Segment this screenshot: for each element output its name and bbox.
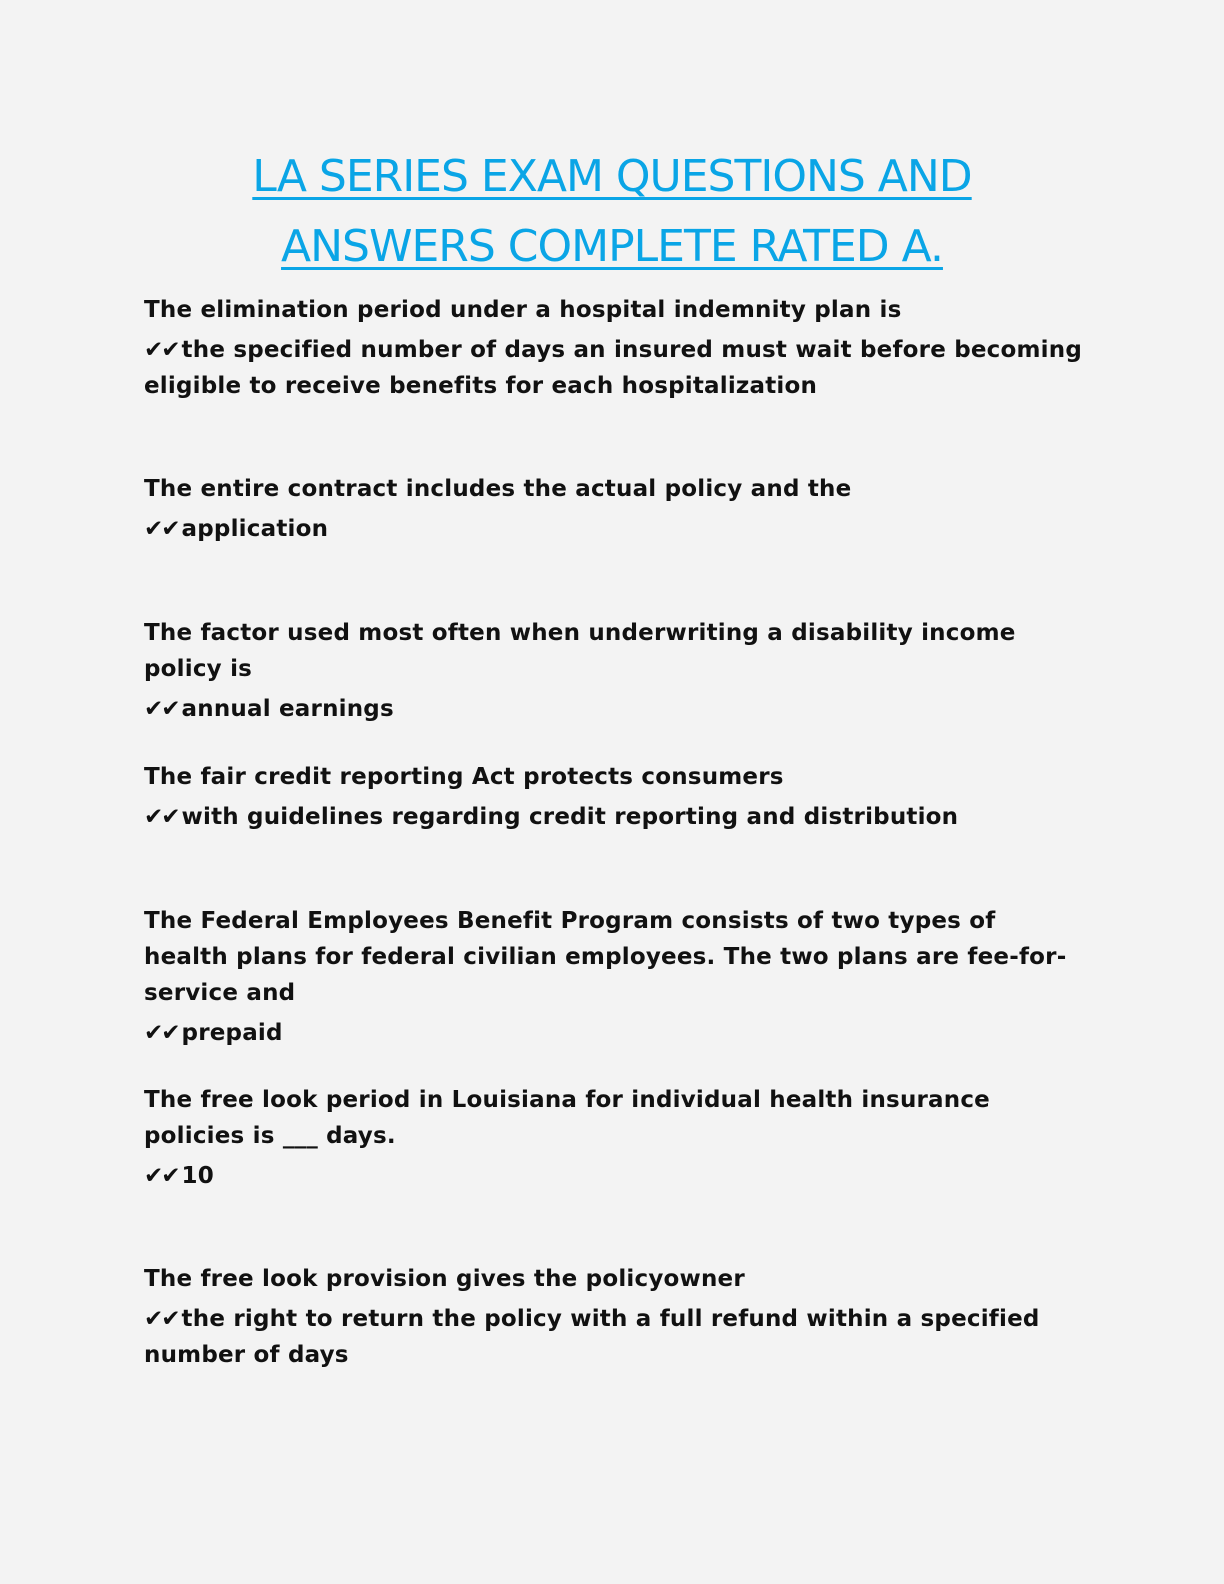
question-text: The free look provision gives the policyowner — [144, 1266, 745, 1292]
check-icon: ✔✔ — [144, 1020, 179, 1046]
question-text: The Federal Employees Benefit Program consists of two types of health plans for federal civilian employees. The two plans are fee-for-service and — [144, 908, 1067, 1006]
answer-value: application — [181, 516, 329, 542]
document-title — [0, 142, 1224, 282]
answer-text — [144, 511, 1084, 547]
answer-text — [144, 691, 1084, 727]
answer-value: 10 — [181, 1163, 214, 1189]
question-text: The elimination period under a hospital indemnity plan is — [144, 297, 902, 323]
qa-item-2 — [144, 471, 1084, 547]
title-line-1: LA SERIES EXAM QUESTIONS AND — [252, 151, 972, 202]
answer-value: the right to return the policy with a full refund within a specified number of days — [144, 1306, 1040, 1368]
check-icon: ✔✔ — [144, 516, 179, 542]
answer-text — [144, 1015, 1084, 1051]
qa-item-6 — [144, 1082, 1084, 1194]
answer-text — [144, 1158, 1084, 1194]
answer-text — [144, 332, 1084, 404]
check-icon: ✔✔ — [144, 696, 179, 722]
answer-value: the specified number of days an insured must wait before becoming eligible to receive benefits for each hospitalization — [144, 337, 1082, 399]
title-line-2: ANSWERS COMPLETE RATED A. — [281, 221, 943, 272]
answer-value: annual earnings — [181, 696, 394, 722]
check-icon: ✔✔ — [144, 1163, 179, 1189]
answer-value: prepaid — [181, 1020, 283, 1046]
check-icon: ✔✔ — [144, 804, 179, 830]
answer-text — [144, 1301, 1084, 1373]
qa-item-5 — [144, 903, 1084, 1051]
qa-item-1 — [144, 292, 1084, 404]
question-text: The free look period in Louisiana for individual health insurance policies is ___ days. — [144, 1087, 990, 1149]
answer-text — [144, 799, 1084, 835]
question-text: The factor used most often when underwriting a disability income policy is — [144, 620, 1016, 682]
qa-item-7 — [144, 1261, 1084, 1373]
qa-item-3 — [144, 615, 1084, 727]
check-icon: ✔✔ — [144, 337, 179, 363]
qa-item-4 — [144, 759, 1084, 835]
question-text: The entire contract includes the actual policy and the — [144, 476, 852, 502]
answer-value: with guidelines regarding credit reporting and distribution — [181, 804, 959, 830]
check-icon: ✔✔ — [144, 1306, 179, 1332]
question-text: The fair credit reporting Act protects consumers — [144, 764, 784, 790]
